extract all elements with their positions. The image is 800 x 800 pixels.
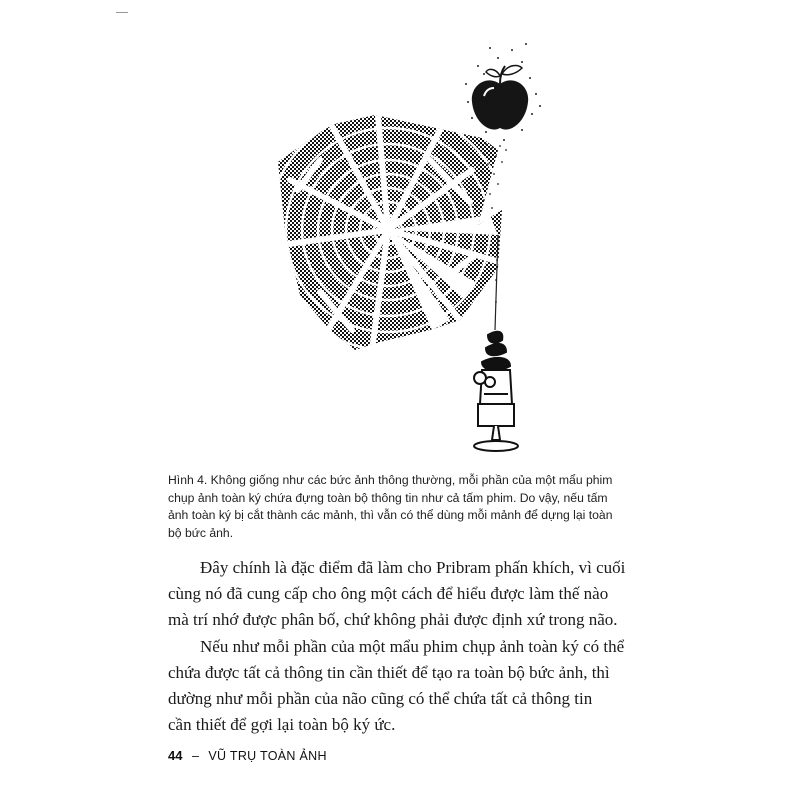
- body-line: chứa được tất cả thông tin cần thiết để tạo ra toàn bộ bức ảnh, thì: [168, 662, 610, 682]
- body-line: Nếu như mỗi phần của một mẩu phim chụp ảnh toàn ký có thể: [200, 636, 625, 656]
- body-line: dường như mỗi phần của não cũng có thể chứa tất cả thông tin: [168, 689, 593, 709]
- page-number: 44: [168, 748, 183, 763]
- caption-line: Hình 4. Không giống như các bức ảnh thông thường, mỗi phần của một mẩu phim: [168, 473, 613, 487]
- hologram-illustration: [260, 30, 550, 470]
- figure-caption: [168, 472, 638, 542]
- apple-icon: [465, 43, 541, 141]
- stray-print-mark: [116, 12, 128, 13]
- caption-line: chụp ảnh toàn ký chứa đựng toàn bộ thông tin như cả tấm phim. Do vậy, nếu tấm: [168, 490, 608, 505]
- body-line: mà trí nhớ được phân bố, chứ không phải được định xứ trong não.: [168, 610, 618, 630]
- book-title: VŨ TRỤ TOÀN ẢNH: [208, 749, 327, 763]
- page-footer: [168, 748, 327, 763]
- caption-line: ảnh toàn ký bị cắt thành các mảnh, thì vẫn có thể dùng mỗi mảnh để dựng lại toàn: [168, 508, 613, 523]
- body-line: cùng nó đã cung cấp cho ông một cách để hiểu được làm thế nào: [168, 584, 609, 604]
- film-plate: [260, 90, 520, 370]
- body-paragraph: [168, 555, 638, 738]
- body-line: Đây chính là đặc điểm đã làm cho Pribram phấn khích, vì cuối: [200, 558, 626, 577]
- footer-separator: –: [191, 749, 199, 763]
- caption-line: bộ bức ảnh.: [168, 525, 234, 540]
- body-line: cần thiết để gợi lại toàn bộ ký ức.: [168, 715, 396, 735]
- laser-device-icon: [474, 332, 518, 451]
